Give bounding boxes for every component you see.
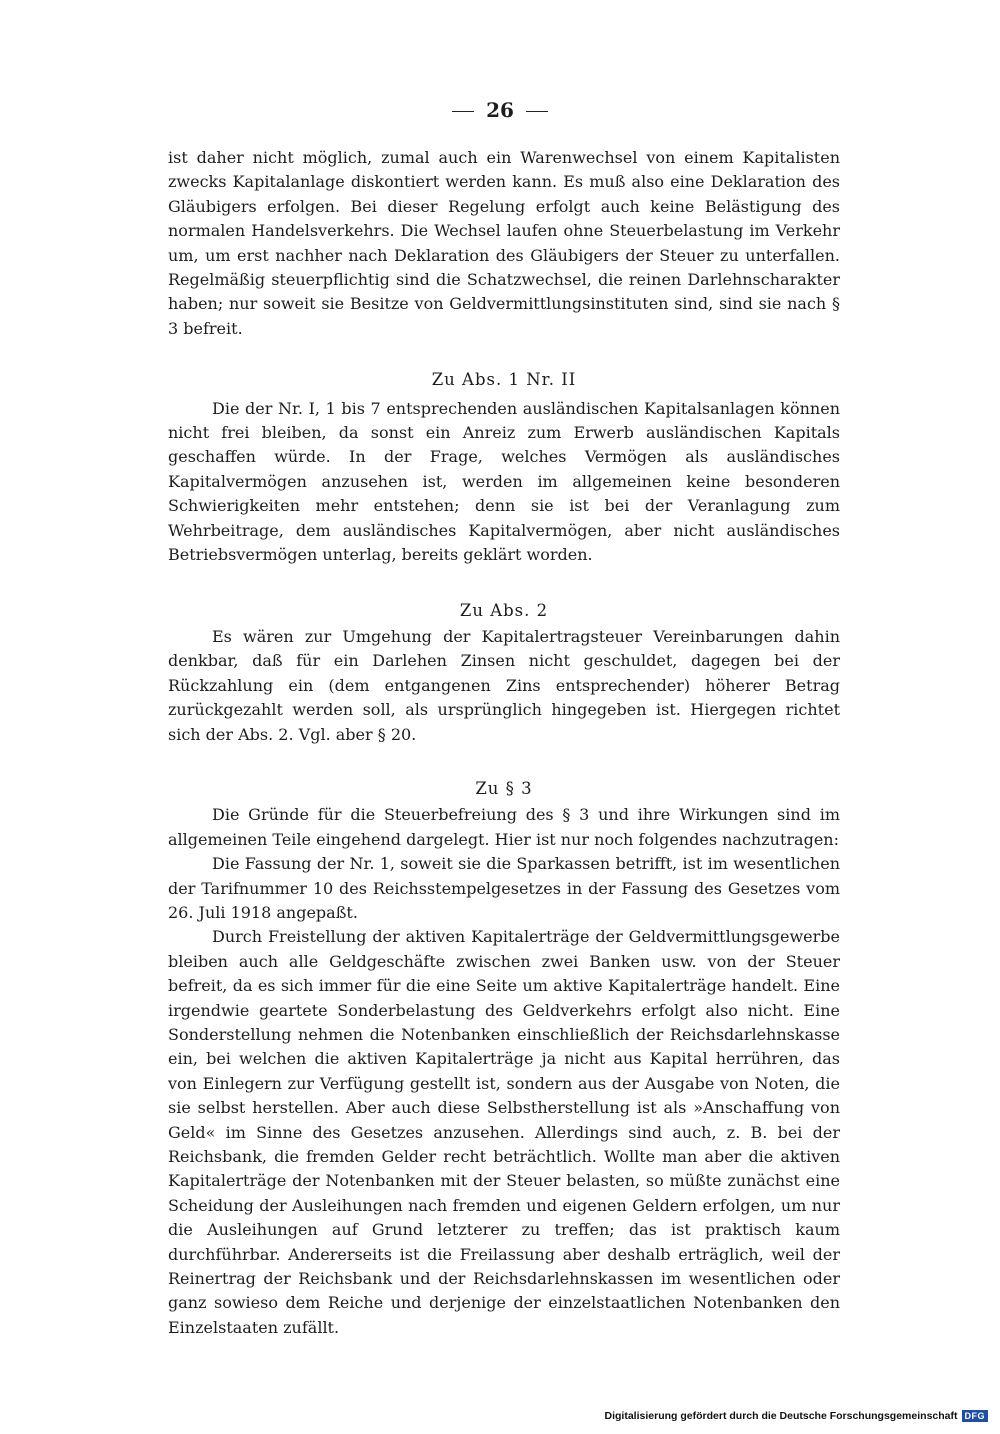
page-header <box>0 98 1000 122</box>
section-heading-abs2: Zu Abs. 2 <box>459 600 549 620</box>
header-dash-left <box>452 111 474 112</box>
digitization-credit <box>605 1410 988 1422</box>
paragraph-par3-notenbanken: Durch Freistellung der aktiven Kapitalerträge der Geldvermittlungsgewerbe bleiben auch alle Geldgeschäfte zwischen zwei Banken usw. von der Steuer befreit, da es sich immer für die eine Seite um aktive Kapitalerträge handelt. Eine irgendwie geartete Sonderbelastung des Geldverkehrs erfolgt also nicht. Eine Sonderstellung nehmen die Notenbanken einschließlich der Reichsdarlehnskasse ein, bei welchen die aktiven Kapitalerträge ja nicht aus Kapital herrühren, das von Einlegern zur Verfügung gestellt ist, sondern aus der Ausgabe von Noten, die sie selbst herstellen. Aber auch diese Selbstherstellung ist als »Anschaffung von Geld« im Sinne des Gesetzes anzusehen. Allerdings sind auch, z. B. bei der Reichsbank, die fremden Gelder recht beträchtlich. Wollte man aber die aktiven Kapitalerträge der Notenbanken mit der Steuer belasten, so müßte zunächst eine Scheidung der Ausleihungen nach fremden und eigenen Geldern erfolgen, um nur die Ausleihungen auf Grund letzterer zu treffen; das ist praktisch kaum durchführbar. Andererseits ist die Freilassung aber deshalb erträglich, weil der Reinertrag der Reichsbank und der Reichsdarlehnskassen im wesentlichen oder ganz sowieso dem Reiche und derjenige der einzelstaatlichen Notenbanken den Einzelstaaten zufällt. <box>168 927 840 1337</box>
section-heading-par3: Zu § 3 <box>475 778 533 798</box>
section-heading-abs1-nr2: Zu Abs. 1 Nr. II <box>431 370 577 390</box>
credit-text: Digitalisierung gefördert durch die Deutsche Forschungsgemeinschaft <box>604 1410 958 1422</box>
header-dash-right <box>526 111 548 112</box>
page-body <box>168 146 840 1340</box>
paragraph-par3-intro: Die Gründe für die Steuerbefreiung des § 3 und ihre Wirkungen sind im allgemeinen Teile eingehend dargelegt. Hier ist nur noch folgendes nachzutragen: <box>168 805 840 849</box>
paragraph-abs1-nr2: Die der Nr. I, 1 bis 7 entsprechenden ausländischen Kapitalsanlagen können nicht frei bleiben, da sonst ein Anreiz zum Erwerb ausländischen Kapitals geschaffen würde. In der Frage, welches Vermögen als ausländisches Kapitalvermögen anzusehen ist, werden im allgemeinen keine besonderen Schwierigkeiten mehr entstehen; denn sie ist bei der Veranlagung zum Wehrbeitrage, dem ausländisches Kapitalvermögen, aber nicht ausländisches Betriebsvermögen unterlag, bereits geklärt worden. <box>168 398 840 565</box>
paragraph-continuation: ist daher nicht möglich, zumal auch ein Warenwechsel von einem Kapitalisten zwecks Kapitalanlage diskontiert werden kann. Es muß also eine Deklaration des Gläubigers erfolgen. Bei dieser Regelung erfolgt auch keine Belästigung des normalen Handelsverkehrs. Die Wechsel laufen ohne Steuerbelastung im Verkehr um, um erst nachher nach Deklaration des Gläubigers der Steuer zu unterfallen. Regelmäßig steuerpflichtig sind die Schatzwechsel, die reinen Darlehnscharakter haben; nur soweit sie Besitze von Geldvermittlungsinstituten sind, sind sie nach § 3 befreit. <box>168 148 840 338</box>
dfg-logo: DFG <box>962 1410 989 1422</box>
paragraph-par3-sparkassen: Die Fassung der Nr. 1, soweit sie die Sparkassen betrifft, ist im wesentlichen der Tarifnummer 10 des Reichsstempelgesetzes in der Fassung des Gesetzes vom 26. Juli 1918 angepaßt. <box>168 854 840 922</box>
paragraph-abs2: Es wären zur Umgehung der Kapitalertragsteuer Vereinbarungen dahin denkbar, daß für ein Darlehen Zinsen nicht geschuldet, dagegen bei der Rückzahlung ein (dem entgangenen Zins entsprechender) höherer Betrag zurückgezahlt werden soll, als ursprünglich hingegeben ist. Hiergegen richtet sich der Abs. 2. Vgl. aber § 20. <box>168 626 840 744</box>
page-number: 26 <box>486 98 514 122</box>
